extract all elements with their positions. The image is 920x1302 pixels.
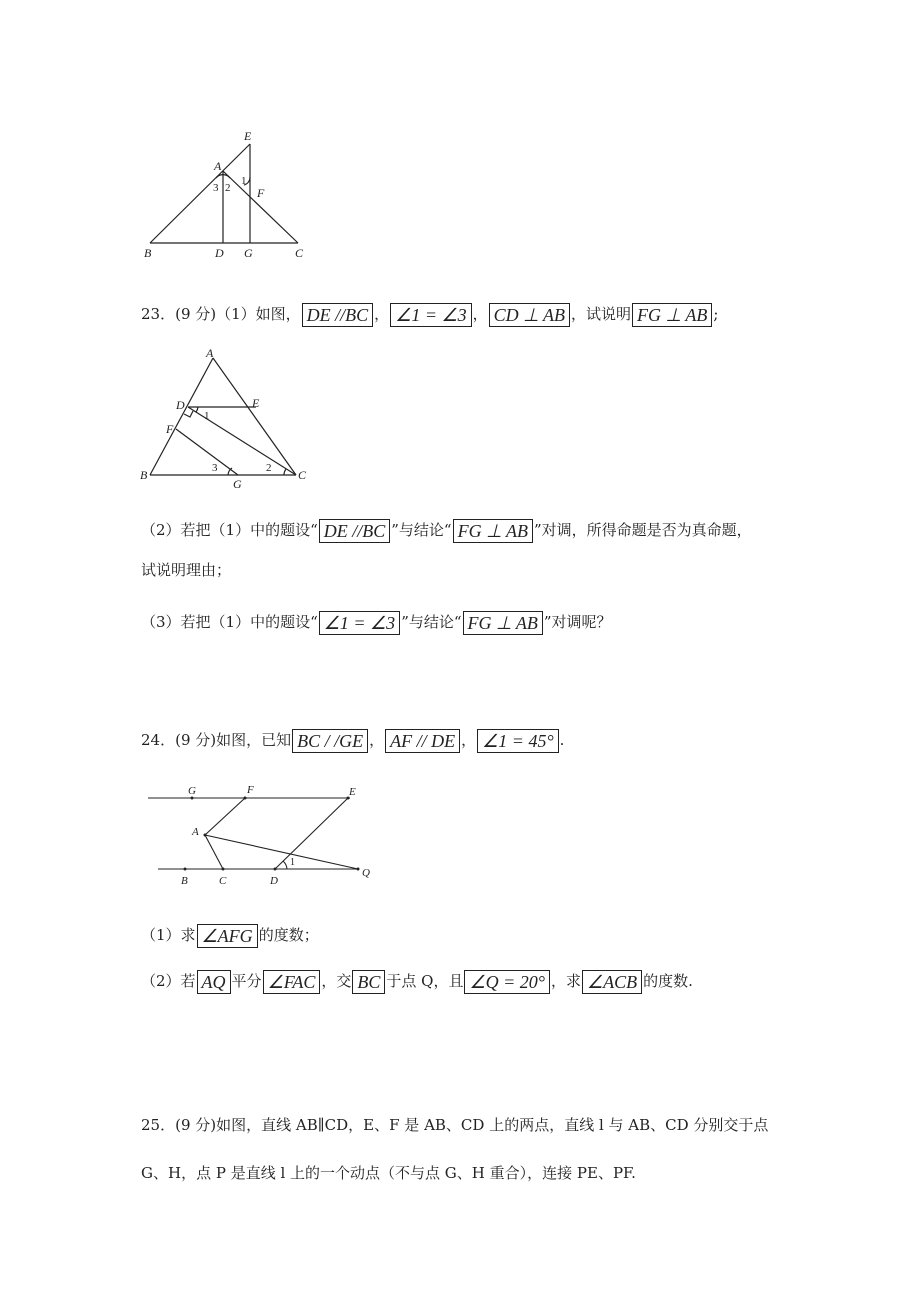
label-G: G <box>233 477 242 490</box>
label-2: 2 <box>225 182 231 194</box>
angle-arc-1 <box>283 861 287 869</box>
angle-arc-2 <box>284 469 286 475</box>
formula-fg-perp-ab: FG ⊥ AB <box>632 303 712 327</box>
formula-bc: BC <box>352 970 385 994</box>
q24-score: (9 分) <box>175 731 217 749</box>
formula-angle-fac: ∠FAC <box>263 970 321 994</box>
q24-part2-text-a: （2）若 <box>141 972 196 990</box>
label-1: 1 <box>241 175 247 187</box>
q23-score: (9 分) <box>175 305 217 323</box>
right-angle-mark-D <box>184 411 193 417</box>
label-A: A <box>206 346 214 360</box>
separator: ， <box>461 731 477 749</box>
q25-number: 25． <box>141 1116 176 1134</box>
q23-part2-text-c: ”对调，所得命题是否为真命题， <box>533 521 752 539</box>
label-B: B <box>181 875 188 887</box>
formula-fg-perp-ab: FG ⊥ AB <box>463 611 543 635</box>
label-B: B <box>144 246 152 260</box>
q24-part2 <box>141 968 693 994</box>
q23-part2-text-line2: 试说明理由； <box>141 561 232 579</box>
formula-de-parallel-bc: DE //BC <box>302 303 374 327</box>
segment-AQ <box>205 835 358 869</box>
q23-part2-line2 <box>141 557 231 583</box>
label-F: F <box>247 784 254 796</box>
q23-part2-text-a: （2）若把（1）中的题设“ <box>141 521 318 539</box>
label-D: D <box>270 875 278 887</box>
q25-score: (9 分) <box>175 1116 217 1134</box>
separator: ， <box>374 305 390 323</box>
formula-cd-perp-ab: CD ⊥ AB <box>489 303 570 327</box>
q23-part1-prefix: （1）如图， <box>216 305 301 323</box>
q23-part3-text-a: （3）若把（1）中的题设“ <box>141 613 318 631</box>
figure-triangle-top <box>140 125 330 269</box>
q23-part3-text-b: ”与结论“ <box>401 613 462 631</box>
q23-part3-text-c: ”对调呢？ <box>543 613 612 631</box>
q24-part2-text-c: ，交 <box>321 972 352 990</box>
q23-part2-text-b: ”与结论“ <box>391 521 452 539</box>
q25-statement-line2 <box>141 1160 636 1186</box>
q23-part2 <box>141 517 752 543</box>
q25-text-line1: 如图，直线 AB∥CD，E、F 是 AB、CD 上的两点，直线 l 与 AB、CD 分别交于点 <box>216 1116 769 1134</box>
segment-AC <box>205 835 223 869</box>
label-E: E <box>349 786 356 798</box>
q24-part1-text-a: （1）求 <box>141 926 196 944</box>
label-C: C <box>298 468 307 482</box>
point-B <box>184 868 187 871</box>
formula-angle1-eq-angle3: ∠1 = ∠3 <box>390 303 471 327</box>
label-A: A <box>192 826 199 838</box>
formula-fg-perp-ab: FG ⊥ AB <box>453 519 533 543</box>
label-E: E <box>252 396 260 410</box>
point-D <box>274 868 277 871</box>
label-C: C <box>295 246 304 260</box>
q25-statement-line1 <box>141 1112 768 1138</box>
angle-arc-3 <box>228 468 232 475</box>
formula-bc-parallel-ge: BC / /GE <box>292 729 368 753</box>
formula-angle-acb: ∠ACB <box>582 970 642 994</box>
figure-q23-triangle <box>138 345 328 494</box>
q24-part2-text-e: ，求 <box>550 972 581 990</box>
point-Q <box>357 868 360 871</box>
label-3: 3 <box>212 462 218 474</box>
angle-arc-1 <box>196 407 198 412</box>
q24-part1 <box>141 922 319 948</box>
label-1: 1 <box>290 857 295 868</box>
q24-part2-text-f: 的度数. <box>643 972 693 990</box>
q24-part1-text-b: 的度数； <box>258 926 319 944</box>
segment-AC <box>213 358 296 475</box>
formula-angle-afg: ∠AFG <box>197 924 258 948</box>
label-B: B <box>140 468 148 482</box>
label-1: 1 <box>204 410 210 422</box>
q24-end: . <box>559 731 565 749</box>
separator: ， <box>472 305 488 323</box>
formula-af-parallel-de: AF // DE <box>385 729 460 753</box>
point-C <box>222 868 225 871</box>
point-A <box>204 834 207 837</box>
formula-de-parallel-bc: DE //BC <box>319 519 391 543</box>
label-F: F <box>257 186 265 200</box>
label-G: G <box>244 246 253 260</box>
label-A: A <box>214 159 222 173</box>
q24-intro: 如图，已知 <box>216 731 292 749</box>
q24-part2-text-d: 于点 Q，且 <box>386 972 464 990</box>
label-D: D <box>176 398 185 412</box>
q23-number: 23． <box>141 305 176 323</box>
q25-text-line2: G、H，点 P 是直线 l 上的一个动点（不与点 G、H 重合），连接 PE、PF. <box>141 1164 636 1182</box>
label-G: G <box>188 785 196 797</box>
formula-angle-q-eq-20: ∠Q = 20° <box>464 970 549 994</box>
segment-BE <box>150 144 250 243</box>
q24-part2-text-b: 平分 <box>231 972 262 990</box>
label-D: D <box>215 246 224 260</box>
segment-AC <box>223 171 298 243</box>
q23-part3 <box>141 609 612 635</box>
segment-FA <box>205 798 245 835</box>
label-E: E <box>244 129 252 143</box>
point-F <box>244 797 247 800</box>
label-3: 3 <box>213 182 219 194</box>
label-2: 2 <box>266 462 272 474</box>
formula-aq: AQ <box>197 970 231 994</box>
label-Q: Q <box>362 867 370 879</box>
q23-mid-text: ，试说明 <box>570 305 631 323</box>
label-C: C <box>219 875 227 887</box>
separator: ， <box>369 731 385 749</box>
formula-angle1-eq-45: ∠1 = 45° <box>477 729 558 753</box>
label-F: F <box>166 422 174 436</box>
q23-statement <box>141 301 718 327</box>
figure-q24-parallel-lines <box>140 780 380 894</box>
q23-end: ; <box>713 305 719 323</box>
segment-FG <box>176 429 238 475</box>
formula-angle1-eq-angle3: ∠1 = ∠3 <box>319 611 400 635</box>
q24-statement <box>141 727 564 753</box>
q24-number: 24． <box>141 731 176 749</box>
